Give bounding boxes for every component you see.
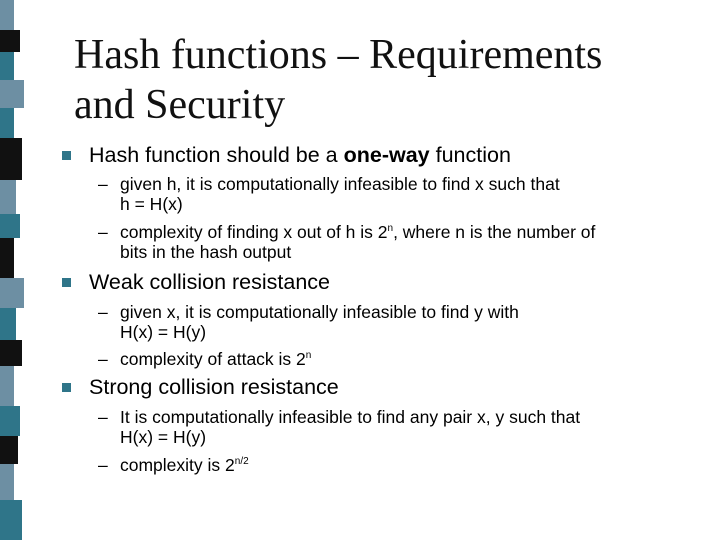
slide-title <box>74 30 694 130</box>
sub-bullet-line: H(x) = H(y) <box>120 427 207 447</box>
bullet-square-icon <box>62 151 71 160</box>
bullet-square-icon <box>62 383 71 392</box>
superscript: n/2 <box>234 456 249 467</box>
sub-bullet-line: h = H(x) <box>120 194 183 214</box>
sub-bullet-line: H(x) = H(y) <box>120 322 207 342</box>
bullet-text-bold: one-way <box>343 143 430 167</box>
superscript: n <box>305 350 312 361</box>
bullet-square-icon <box>62 278 71 287</box>
sub-bullet-line: given h, it is computationally infeasible to find x such that <box>120 174 560 194</box>
slide-title-line-1: Hash functions – Requirements <box>74 32 603 78</box>
sub-bullet-line: given x, it is computationally infeasible to find y with <box>120 302 519 322</box>
sub-bullet-line: bits in the hash output <box>120 242 292 262</box>
sub-bullet-line: It is computationally infeasible to find any pair x, y such that <box>120 407 581 427</box>
sub-bullet-line: complexity of attack is 2$^n$ <box>120 349 312 369</box>
decorative-side-stripe <box>0 0 28 540</box>
slide-title-line-2: and Security <box>74 82 286 128</box>
sub-bullet-line: complexity of finding x out of h is 2$^n$, where n is the number of <box>120 222 596 242</box>
bullet-text: Strong collision resistance <box>89 375 339 399</box>
sub-bullet-line: complexity is $2^{n/2}$ <box>120 455 249 475</box>
superscript: n <box>387 223 394 234</box>
bullet-text: Hash function should be a one-way function <box>89 143 511 167</box>
bullet-text: Weak collision resistance <box>89 270 330 294</box>
